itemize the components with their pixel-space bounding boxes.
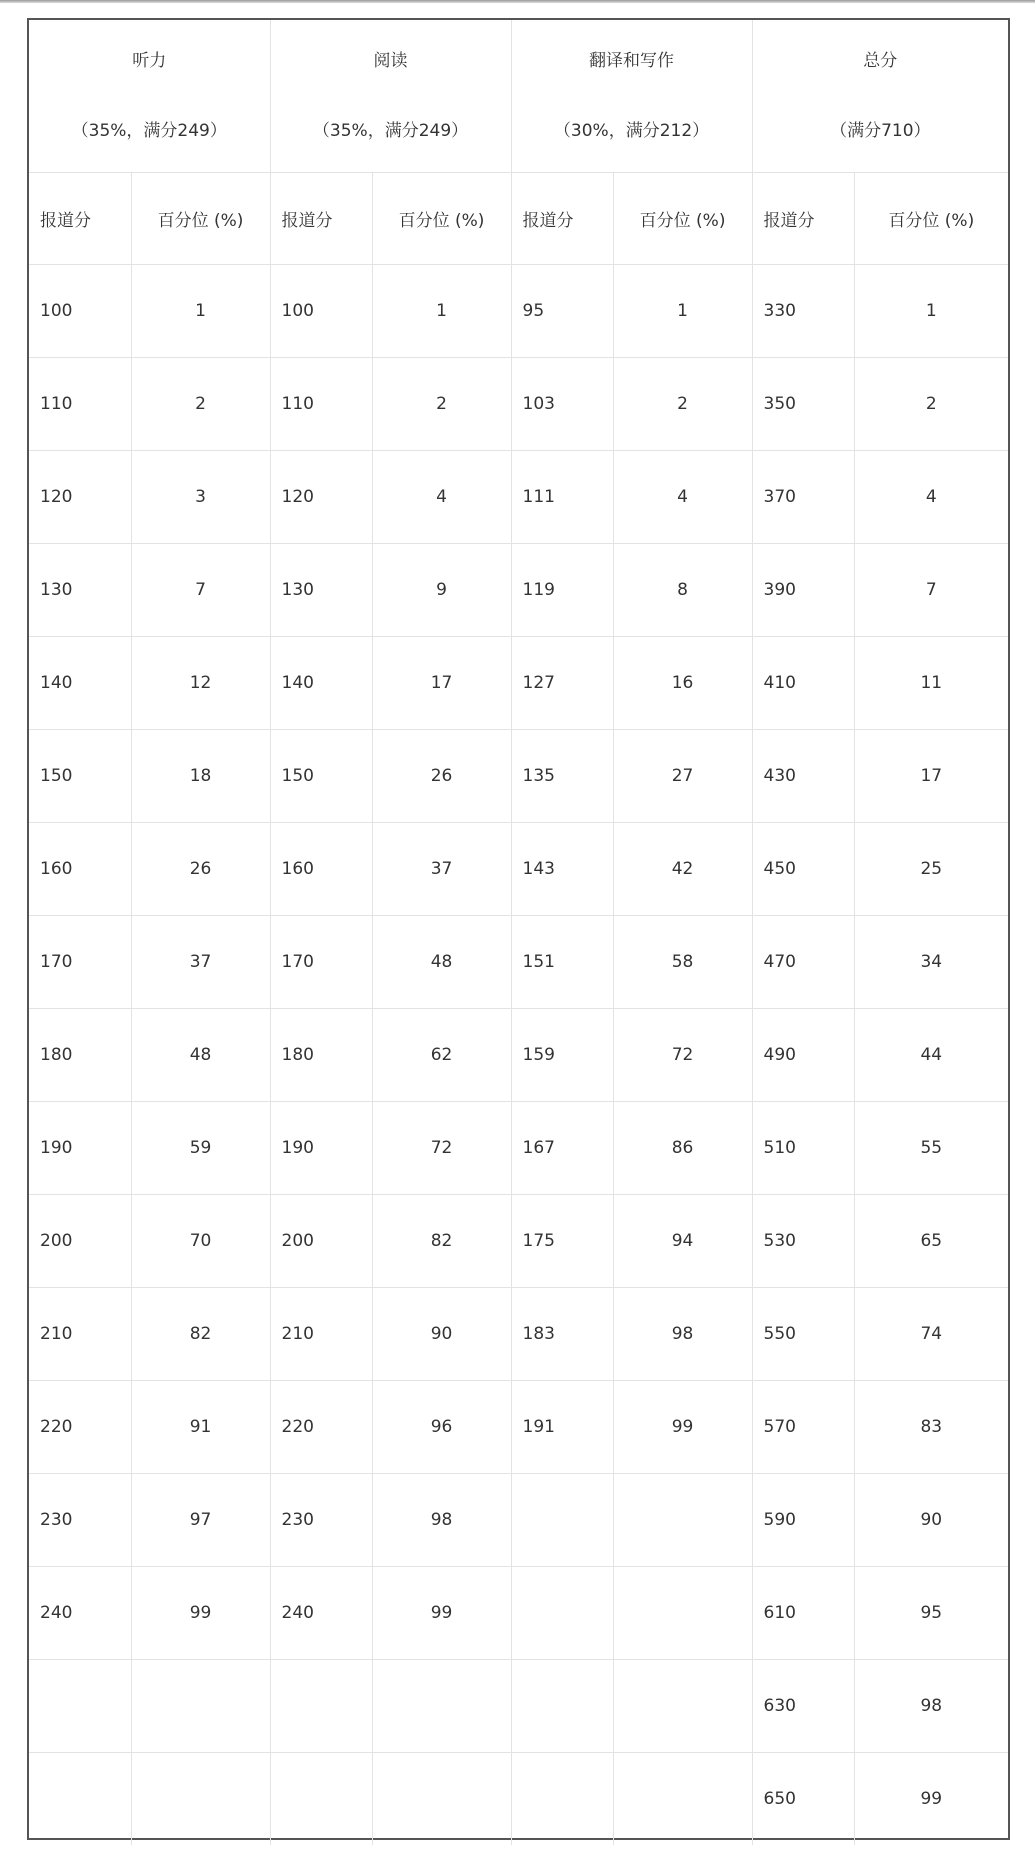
cell-reading-score: 120 (270, 451, 372, 544)
cell-listening-score: 120 (29, 451, 131, 544)
cell-reading-percentile: 37 (372, 823, 511, 916)
cell-listening-percentile: 2 (131, 358, 270, 451)
cell-reading-percentile: 9 (372, 544, 511, 637)
cell-translation-percentile: 58 (613, 916, 752, 1009)
cell-listening-score: 100 (29, 265, 131, 358)
cell-listening-percentile (131, 1753, 270, 1846)
cell-total-score: 530 (752, 1195, 854, 1288)
cell-translation-score (511, 1474, 613, 1567)
group-title: 听力 (132, 51, 167, 71)
cell-listening-percentile: 91 (131, 1381, 270, 1474)
cell-reading-score: 180 (270, 1009, 372, 1102)
cell-total-percentile: 34 (854, 916, 1008, 1009)
column-header-percentile: 百分位 (%) (613, 173, 752, 265)
cell-translation-score (511, 1753, 613, 1846)
cell-total-percentile: 17 (854, 730, 1008, 823)
group-header-row (29, 20, 1008, 173)
cell-reading-score (270, 1660, 372, 1753)
cell-total-score: 590 (752, 1474, 854, 1567)
cell-listening-percentile: 18 (131, 730, 270, 823)
score-percentile-table-frame (27, 18, 1010, 1840)
column-header-score: 报道分 (29, 173, 131, 265)
cell-reading-score (270, 1753, 372, 1846)
cell-translation-score: 143 (511, 823, 613, 916)
cell-translation-score: 151 (511, 916, 613, 1009)
cell-listening-score (29, 1660, 131, 1753)
cell-total-percentile: 74 (854, 1288, 1008, 1381)
cell-listening-percentile: 3 (131, 451, 270, 544)
cell-reading-percentile (372, 1753, 511, 1846)
cell-translation-score: 159 (511, 1009, 613, 1102)
table-row (29, 1288, 1008, 1381)
group-header-reading (270, 20, 511, 173)
top-edge (0, 0, 1035, 3)
cell-total-percentile: 99 (854, 1753, 1008, 1846)
cell-listening-score: 160 (29, 823, 131, 916)
cell-reading-score: 220 (270, 1381, 372, 1474)
column-header-percentile: 百分位 (%) (372, 173, 511, 265)
cell-listening-percentile: 97 (131, 1474, 270, 1567)
cell-total-percentile: 95 (854, 1567, 1008, 1660)
cell-total-score: 650 (752, 1753, 854, 1846)
cell-listening-score: 230 (29, 1474, 131, 1567)
table-row (29, 637, 1008, 730)
cell-translation-score: 175 (511, 1195, 613, 1288)
cell-total-percentile: 55 (854, 1102, 1008, 1195)
cell-reading-percentile: 17 (372, 637, 511, 730)
cell-reading-score: 160 (270, 823, 372, 916)
cell-listening-score: 200 (29, 1195, 131, 1288)
cell-translation-percentile: 86 (613, 1102, 752, 1195)
cell-reading-score: 140 (270, 637, 372, 730)
table-row (29, 1474, 1008, 1567)
table-row (29, 916, 1008, 1009)
cell-listening-percentile: 7 (131, 544, 270, 637)
cell-listening-percentile: 48 (131, 1009, 270, 1102)
cell-reading-percentile: 98 (372, 1474, 511, 1567)
group-subtitle: （35%，满分249） (312, 121, 469, 141)
cell-translation-percentile: 42 (613, 823, 752, 916)
cell-reading-score: 110 (270, 358, 372, 451)
column-header-percentile: 百分位 (%) (131, 173, 270, 265)
cell-reading-percentile: 26 (372, 730, 511, 823)
score-percentile-table (29, 20, 1008, 1845)
cell-total-score: 630 (752, 1660, 854, 1753)
cell-total-percentile: 7 (854, 544, 1008, 637)
table-row (29, 1195, 1008, 1288)
cell-listening-score: 210 (29, 1288, 131, 1381)
cell-translation-percentile: 4 (613, 451, 752, 544)
cell-total-percentile: 65 (854, 1195, 1008, 1288)
cell-translation-percentile: 98 (613, 1288, 752, 1381)
cell-reading-percentile: 62 (372, 1009, 511, 1102)
cell-reading-score: 200 (270, 1195, 372, 1288)
cell-listening-score: 150 (29, 730, 131, 823)
cell-reading-score: 100 (270, 265, 372, 358)
cell-reading-percentile: 4 (372, 451, 511, 544)
cell-total-percentile: 1 (854, 265, 1008, 358)
cell-translation-score: 103 (511, 358, 613, 451)
cell-reading-score: 150 (270, 730, 372, 823)
cell-reading-percentile: 72 (372, 1102, 511, 1195)
table-row (29, 1567, 1008, 1660)
cell-translation-score: 183 (511, 1288, 613, 1381)
cell-translation-score: 95 (511, 265, 613, 358)
table-row (29, 823, 1008, 916)
cell-translation-percentile: 16 (613, 637, 752, 730)
cell-listening-score: 240 (29, 1567, 131, 1660)
cell-total-percentile: 2 (854, 358, 1008, 451)
table-row (29, 451, 1008, 544)
cell-reading-percentile: 1 (372, 265, 511, 358)
cell-reading-score: 190 (270, 1102, 372, 1195)
group-title: 阅读 (373, 51, 408, 71)
table-row (29, 544, 1008, 637)
table-row (29, 1660, 1008, 1753)
cell-total-percentile: 4 (854, 451, 1008, 544)
group-title: 总分 (863, 51, 898, 71)
group-subtitle: （满分710） (830, 121, 931, 141)
cell-listening-score: 180 (29, 1009, 131, 1102)
cell-total-score: 510 (752, 1102, 854, 1195)
cell-translation-percentile (613, 1567, 752, 1660)
cell-reading-score: 130 (270, 544, 372, 637)
cell-listening-percentile: 70 (131, 1195, 270, 1288)
cell-total-score: 610 (752, 1567, 854, 1660)
cell-translation-score: 167 (511, 1102, 613, 1195)
cell-listening-score: 130 (29, 544, 131, 637)
cell-listening-percentile: 1 (131, 265, 270, 358)
cell-total-percentile: 11 (854, 637, 1008, 730)
cell-total-score: 570 (752, 1381, 854, 1474)
cell-listening-score: 140 (29, 637, 131, 730)
cell-total-percentile: 25 (854, 823, 1008, 916)
cell-translation-percentile: 72 (613, 1009, 752, 1102)
cell-translation-percentile: 2 (613, 358, 752, 451)
cell-listening-percentile: 26 (131, 823, 270, 916)
table-row (29, 358, 1008, 451)
cell-listening-percentile: 59 (131, 1102, 270, 1195)
cell-listening-score (29, 1753, 131, 1846)
cell-translation-score: 111 (511, 451, 613, 544)
column-header-score: 报道分 (270, 173, 372, 265)
cell-listening-score: 190 (29, 1102, 131, 1195)
group-header-listening (29, 20, 270, 173)
cell-reading-percentile: 48 (372, 916, 511, 1009)
cell-translation-score: 119 (511, 544, 613, 637)
cell-total-percentile: 98 (854, 1660, 1008, 1753)
cell-translation-score: 127 (511, 637, 613, 730)
column-header-score: 报道分 (752, 173, 854, 265)
cell-translation-percentile (613, 1753, 752, 1846)
cell-listening-percentile: 82 (131, 1288, 270, 1381)
cell-reading-percentile: 96 (372, 1381, 511, 1474)
cell-reading-percentile: 2 (372, 358, 511, 451)
cell-translation-score (511, 1567, 613, 1660)
cell-total-score: 390 (752, 544, 854, 637)
column-header-percentile: 百分位 (%) (854, 173, 1008, 265)
cell-listening-score: 110 (29, 358, 131, 451)
cell-total-score: 490 (752, 1009, 854, 1102)
table-row (29, 730, 1008, 823)
cell-listening-percentile (131, 1660, 270, 1753)
cell-listening-percentile: 12 (131, 637, 270, 730)
cell-listening-score: 170 (29, 916, 131, 1009)
cell-translation-percentile: 94 (613, 1195, 752, 1288)
cell-total-percentile: 44 (854, 1009, 1008, 1102)
cell-translation-percentile (613, 1474, 752, 1567)
cell-reading-score: 240 (270, 1567, 372, 1660)
cell-translation-percentile: 99 (613, 1381, 752, 1474)
cell-total-percentile: 90 (854, 1474, 1008, 1567)
cell-total-score: 550 (752, 1288, 854, 1381)
cell-total-score: 330 (752, 265, 854, 358)
cell-listening-percentile: 37 (131, 916, 270, 1009)
cell-translation-percentile: 1 (613, 265, 752, 358)
group-subtitle: （30%，满分212） (553, 121, 710, 141)
group-header-translation-writing (511, 20, 752, 173)
cell-reading-percentile: 99 (372, 1567, 511, 1660)
table-row (29, 1381, 1008, 1474)
cell-reading-percentile (372, 1660, 511, 1753)
cell-reading-score: 230 (270, 1474, 372, 1567)
table-row (29, 1009, 1008, 1102)
table-row (29, 1753, 1008, 1846)
cell-translation-percentile: 8 (613, 544, 752, 637)
table-row (29, 265, 1008, 358)
cell-reading-percentile: 82 (372, 1195, 511, 1288)
cell-total-percentile: 83 (854, 1381, 1008, 1474)
table-row (29, 1102, 1008, 1195)
group-header-total (752, 20, 1008, 173)
group-title: 翻译和写作 (589, 51, 675, 71)
column-header-score: 报道分 (511, 173, 613, 265)
cell-total-score: 370 (752, 451, 854, 544)
cell-total-score: 450 (752, 823, 854, 916)
cell-translation-percentile (613, 1660, 752, 1753)
cell-total-score: 350 (752, 358, 854, 451)
cell-translation-percentile: 27 (613, 730, 752, 823)
cell-translation-score: 135 (511, 730, 613, 823)
cell-reading-score: 210 (270, 1288, 372, 1381)
cell-reading-percentile: 90 (372, 1288, 511, 1381)
cell-translation-score (511, 1660, 613, 1753)
cell-listening-score: 220 (29, 1381, 131, 1474)
cell-reading-score: 170 (270, 916, 372, 1009)
cell-listening-percentile: 99 (131, 1567, 270, 1660)
cell-total-score: 430 (752, 730, 854, 823)
column-header-row (29, 173, 1008, 265)
cell-total-score: 410 (752, 637, 854, 730)
cell-translation-score: 191 (511, 1381, 613, 1474)
cell-total-score: 470 (752, 916, 854, 1009)
group-subtitle: （35%，满分249） (71, 121, 227, 141)
